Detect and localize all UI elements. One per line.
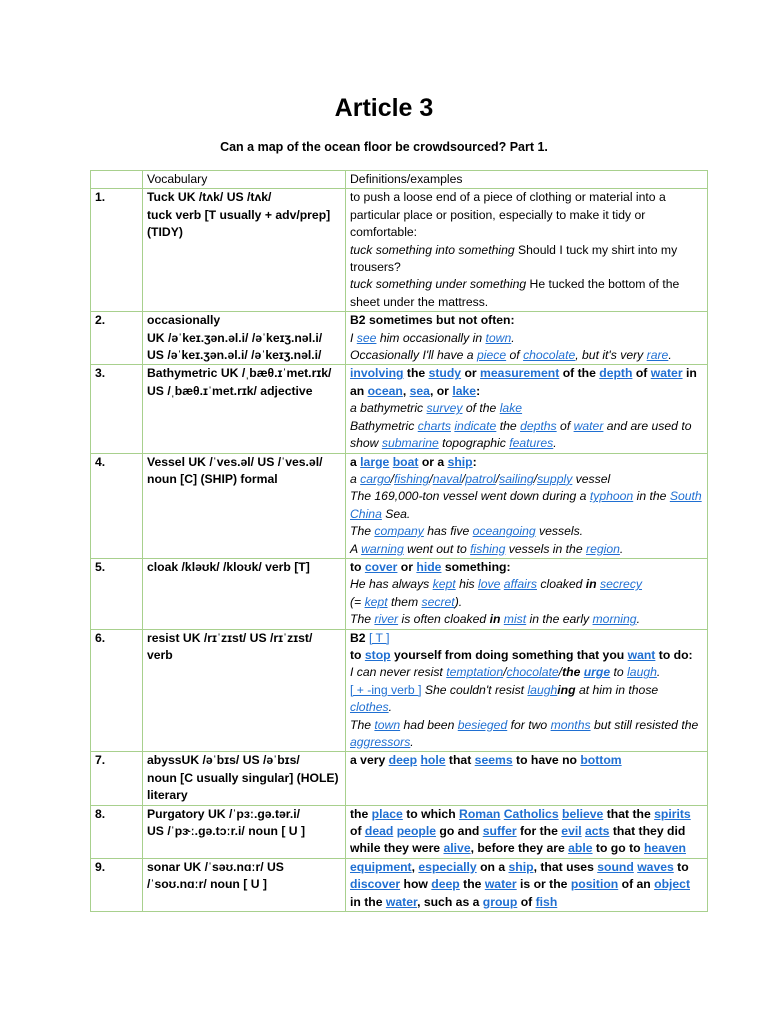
dictionary-link[interactable]: waves	[637, 859, 674, 874]
dictionary-link[interactable]: study	[428, 366, 462, 381]
definition-text: for two	[507, 717, 551, 732]
term-line: resist UK /rɪˈzɪst/ US /rɪˈzɪst/	[147, 630, 313, 645]
definition-text: I can never resist	[350, 665, 447, 680]
dictionary-link[interactable]: aggressors	[350, 735, 411, 749]
definition-text: .	[410, 735, 414, 749]
dictionary-link[interactable]: depths	[520, 418, 557, 433]
definition-line	[350, 541, 703, 558]
page-title: Article 3	[334, 94, 434, 122]
definition-text: , that uses	[533, 859, 598, 874]
dictionary-link[interactable]: discover	[350, 877, 401, 892]
definition-line	[350, 418, 703, 453]
definition-text: He has always	[350, 577, 433, 592]
definition-text: had been	[400, 717, 458, 732]
definition-text: ,	[402, 383, 410, 398]
definition-line	[350, 859, 703, 911]
dictionary-link[interactable]: sea	[409, 383, 430, 398]
dictionary-link[interactable]: secrecy	[600, 577, 643, 592]
definition-cell	[346, 629, 708, 752]
dictionary-link[interactable]: company	[374, 524, 424, 539]
dictionary-link[interactable]: morning	[592, 612, 637, 627]
definition-text: ing	[557, 682, 576, 697]
definition-line	[350, 664, 703, 681]
definition-text: on a	[476, 859, 509, 874]
definition-text: /	[533, 471, 538, 486]
dictionary-link[interactable]: object	[654, 877, 691, 892]
dictionary-link[interactable]: patrol	[465, 471, 496, 486]
definition-text: , or	[429, 383, 453, 398]
definition-text: of an	[618, 877, 655, 892]
dictionary-link[interactable]: secret	[421, 594, 455, 609]
dictionary-link[interactable]: Roman	[459, 806, 501, 821]
definition-text: but still resisted the	[590, 717, 699, 732]
dictionary-link[interactable]: group	[482, 894, 518, 909]
definition-text: cloaked	[537, 577, 586, 592]
definition-cell	[346, 558, 708, 629]
definition-line	[350, 471, 703, 488]
definition-text: of	[350, 824, 365, 839]
definition-text: or a	[418, 454, 448, 469]
term-line: Purgatory UK /ˈpɜː.ɡə.tər.i/	[147, 806, 301, 821]
definition-text: The 169,000-ton vessel went down during a	[350, 489, 590, 504]
dictionary-link[interactable]: fish	[535, 894, 558, 909]
dictionary-link[interactable]: water	[484, 877, 517, 892]
definition-text: yourself from doing something that you	[390, 647, 628, 662]
dictionary-link[interactable]: boat	[392, 454, 419, 469]
term-line: cloak /kləʊk/ /kloʊk/ verb [T]	[147, 559, 310, 574]
term-line: Tuck UK /tʌk/ US /tʌk/	[147, 190, 272, 205]
dictionary-link[interactable]: suffer	[482, 824, 517, 839]
dictionary-link[interactable]: ship	[508, 859, 534, 874]
table-row	[91, 752, 708, 805]
row-number: 7.	[91, 752, 143, 805]
definition-text: The	[350, 524, 375, 539]
definition-text: a	[350, 454, 361, 469]
dictionary-link[interactable]: urge	[583, 665, 611, 680]
definition-line	[350, 682, 703, 717]
dictionary-link[interactable]: dead	[364, 824, 394, 839]
dictionary-link[interactable]: water	[650, 366, 683, 381]
definition-text: /	[503, 665, 507, 680]
header-number	[91, 171, 143, 189]
definition-text: B2	[350, 630, 369, 645]
table-row	[91, 629, 708, 752]
definition-cell	[346, 312, 708, 365]
definition-text: .	[636, 612, 640, 627]
dictionary-link[interactable]: ship	[447, 454, 473, 469]
dictionary-link[interactable]: seems	[474, 753, 513, 768]
definition-text: that they did while they were	[350, 824, 686, 856]
definition-line	[350, 752, 703, 769]
table-row	[91, 189, 708, 312]
definition-line	[350, 242, 703, 277]
definition-text: She couldn't resist	[421, 682, 528, 697]
dictionary-link[interactable]: chocolate	[523, 348, 576, 363]
definition-text: , before they are	[470, 841, 569, 856]
vocabulary-term	[143, 189, 346, 312]
definition-text: topographic	[438, 436, 510, 451]
dictionary-link[interactable]: Catholics	[503, 806, 559, 821]
definition-text: go and	[436, 824, 483, 839]
vocabulary-table	[90, 170, 708, 912]
dictionary-link[interactable]: depth	[599, 366, 633, 381]
definition-cell	[346, 453, 708, 558]
definition-text: The	[350, 717, 375, 732]
dictionary-link[interactable]: deep	[388, 753, 418, 768]
definition-text: that	[445, 753, 475, 768]
definition-text: to	[350, 647, 365, 662]
definition-text: /	[558, 665, 563, 680]
dictionary-link[interactable]: especially	[418, 859, 477, 874]
table-row	[91, 858, 708, 911]
dictionary-link[interactable]: stop	[364, 647, 391, 662]
definition-text: /	[429, 471, 433, 486]
definition-text: of	[632, 366, 651, 381]
dictionary-link[interactable]: ocean	[367, 383, 403, 398]
definition-line	[350, 611, 703, 628]
definition-cell	[346, 858, 708, 911]
definition-line	[350, 454, 703, 471]
definition-text: :	[476, 383, 481, 398]
definition-text: has five	[423, 524, 473, 539]
dictionary-link[interactable]: lake	[452, 383, 477, 398]
dictionary-link[interactable]: bottom	[580, 753, 622, 768]
definition-text: the	[403, 366, 429, 381]
definition-text: his	[455, 577, 479, 592]
definition-text: in an	[350, 366, 697, 398]
dictionary-link[interactable]: lake	[499, 401, 523, 416]
dictionary-link[interactable]: evil	[561, 824, 582, 839]
table-row	[91, 453, 708, 558]
definition-line	[350, 559, 703, 576]
definition-cell	[346, 805, 708, 858]
definition-text: tuck something into something	[350, 242, 515, 257]
dictionary-link[interactable]: heaven	[643, 841, 686, 856]
definition-text: to do:	[655, 647, 693, 662]
definition-text: vessel	[572, 471, 611, 486]
dictionary-link[interactable]: involving	[350, 366, 404, 381]
dictionary-link[interactable]: oceangoing	[472, 524, 536, 539]
definition-text: a	[350, 471, 361, 486]
definition-text: to which	[402, 806, 460, 821]
row-number: 2.	[91, 312, 143, 365]
definition-text: .	[619, 541, 624, 556]
definition-cell	[346, 752, 708, 805]
dictionary-link[interactable]: piece	[476, 348, 507, 363]
definition-text: the	[459, 877, 485, 892]
definition-text: to	[610, 665, 628, 680]
definition-text: A	[350, 541, 362, 556]
definition-text: and are used to show	[350, 418, 692, 451]
definition-text: in the early	[526, 612, 593, 627]
dictionary-link[interactable]: place	[371, 806, 403, 821]
table-row	[91, 558, 708, 629]
dictionary-link[interactable]: temptation	[446, 665, 504, 680]
row-number: 6.	[91, 629, 143, 752]
term-line: US /ˈpɝː.ɡə.tɔːr.i/ noun [ U ]	[147, 824, 306, 839]
dictionary-link[interactable]: see	[356, 330, 377, 345]
definition-text: :	[472, 454, 477, 469]
header-definitions: Definitions/examples	[346, 171, 708, 189]
definition-text: to	[350, 559, 365, 574]
definition-text: in	[585, 577, 597, 592]
definition-text: , but it's very	[575, 348, 647, 363]
definition-text: of the	[462, 401, 500, 416]
term-line: verb	[147, 647, 173, 662]
definition-text: in	[489, 612, 501, 627]
definition-text: went out to	[403, 541, 471, 556]
definition-text: tuck something under something	[350, 277, 527, 292]
dictionary-link[interactable]: large	[360, 454, 390, 469]
dictionary-link[interactable]: acts	[585, 824, 610, 839]
dictionary-link[interactable]: naval	[432, 471, 462, 486]
definition-line	[350, 576, 703, 593]
dictionary-link[interactable]: China	[350, 506, 382, 521]
definition-text: vessels in the	[505, 541, 587, 556]
definition-text: ).	[454, 594, 463, 609]
dictionary-link[interactable]: region	[586, 541, 620, 556]
dictionary-link[interactable]: kept	[364, 594, 388, 609]
term-line: Vessel UK /ˈves.əl/ US /ˈves.əl/	[147, 454, 323, 469]
dictionary-link[interactable]: sound	[597, 859, 634, 874]
dictionary-link[interactable]: able	[568, 841, 593, 856]
definition-text: .	[553, 436, 557, 451]
definition-text: He tucked the bottom of the sheet under the mattress.	[350, 277, 680, 309]
definition-text: of	[506, 348, 524, 363]
definition-text: in the	[633, 489, 670, 504]
definition-text: Bathymetric	[350, 418, 418, 433]
dictionary-link[interactable]: laugh	[627, 665, 657, 680]
dictionary-link[interactable]: features	[509, 436, 554, 451]
dictionary-link[interactable]: spirits	[654, 806, 691, 821]
dictionary-link[interactable]: warning	[361, 541, 404, 556]
vocabulary-term	[143, 858, 346, 911]
definition-text: in the	[350, 894, 386, 909]
vocabulary-term	[143, 558, 346, 629]
dictionary-link[interactable]: besieged	[457, 717, 508, 732]
definition-text: is or the	[516, 877, 571, 892]
definition-text: him occasionally in	[376, 330, 486, 345]
dictionary-link[interactable]: fishing	[394, 471, 430, 486]
term-line: /ˈsoʊ.nɑːr/ noun [ U ]	[147, 877, 267, 892]
definition-text: B2 sometimes but not often:	[350, 313, 515, 328]
term-line: noun [C] (SHIP) formal	[147, 471, 278, 486]
page-subtitle: Can a map of the ocean floor be crowdsourced? Part 1.	[220, 140, 548, 154]
dictionary-link[interactable]: cover	[364, 559, 398, 574]
definition-text: to go to	[592, 841, 644, 856]
vocabulary-term	[143, 629, 346, 752]
definition-text: the	[562, 665, 584, 680]
definition-text: is often cloaked	[398, 612, 490, 627]
term-line: Bathymetric UK /ˌbæθ.ɪˈmet.rɪk/	[147, 366, 332, 381]
definition-text: a bathymetric	[350, 401, 427, 416]
definition-line	[350, 400, 703, 417]
definition-text: Should I tuck my shirt into my trousers?	[350, 242, 678, 275]
header-vocabulary: Vocabulary	[143, 171, 346, 189]
definition-text: the	[350, 806, 372, 821]
table-header-row	[91, 171, 708, 189]
dictionary-link[interactable]: charts	[417, 418, 451, 433]
definition-text: to	[673, 859, 689, 874]
dictionary-link[interactable]: submarine	[381, 436, 439, 451]
dictionary-link[interactable]: months	[550, 717, 591, 732]
definition-line	[350, 523, 703, 540]
definition-text: the	[496, 418, 521, 433]
dictionary-link[interactable]: river	[374, 612, 399, 627]
definition-text: of	[517, 894, 536, 909]
dictionary-link[interactable]: believe	[562, 806, 604, 821]
dictionary-link[interactable]: survey	[426, 401, 463, 416]
definition-line	[350, 276, 703, 311]
dictionary-link[interactable]: water	[573, 418, 604, 433]
dictionary-link[interactable]: cargo	[360, 471, 391, 486]
definition-line	[350, 806, 703, 858]
definition-text: ,	[411, 859, 419, 874]
dictionary-link[interactable]: town	[374, 717, 401, 732]
dictionary-link[interactable]: chocolate	[506, 665, 559, 680]
row-number: 4.	[91, 453, 143, 558]
term-line: sonar UK /ˈsəʊ.nɑːr/ US	[147, 859, 284, 874]
definition-text: or	[461, 366, 481, 381]
dictionary-link[interactable]: hole	[420, 753, 446, 768]
dictionary-link[interactable]: position	[570, 877, 619, 892]
definition-text: that the	[603, 806, 655, 821]
dictionary-link[interactable]: water	[385, 894, 418, 909]
row-number: 8.	[91, 805, 143, 858]
vocabulary-term	[143, 312, 346, 365]
dictionary-link[interactable]: hide	[416, 559, 442, 574]
vocabulary-term	[143, 752, 346, 805]
vocabulary-term	[143, 805, 346, 858]
dictionary-link[interactable]: fishing	[470, 541, 506, 556]
dictionary-link[interactable]: South	[669, 489, 702, 504]
definition-text: them	[387, 594, 422, 609]
definition-line	[350, 630, 703, 647]
term-line: occasionally	[147, 313, 221, 328]
table-body	[91, 189, 708, 912]
dictionary-link[interactable]: typhoon	[589, 489, 634, 504]
table-row	[91, 312, 708, 365]
dictionary-link[interactable]: deep	[431, 877, 460, 892]
definition-line	[350, 488, 703, 523]
definition-text: of the	[559, 366, 600, 381]
definition-text: .	[388, 700, 393, 715]
dictionary-link[interactable]: kept	[432, 577, 456, 592]
vocabulary-term	[143, 365, 346, 453]
definition-text: how	[400, 877, 432, 892]
definition-text: to have no	[512, 753, 581, 768]
dictionary-link[interactable]: mist	[503, 612, 527, 627]
definition-text: Sea.	[381, 506, 411, 521]
definition-line	[350, 717, 703, 752]
table-row	[91, 365, 708, 453]
dictionary-link[interactable]: [ + -ing verb ]	[350, 682, 422, 697]
definition-text: of	[556, 418, 574, 433]
definition-text: /	[495, 471, 500, 486]
definition-text: a very	[350, 753, 389, 768]
definition-line	[350, 189, 703, 241]
dictionary-link[interactable]: equipment	[350, 859, 412, 874]
definition-line	[350, 330, 703, 347]
dictionary-link[interactable]: [ T ]	[368, 630, 390, 645]
dictionary-link[interactable]: sailing	[499, 471, 534, 486]
dictionary-link[interactable]: town	[485, 330, 512, 345]
definition-text: for the	[516, 824, 562, 839]
definition-text: I	[350, 330, 357, 345]
definition-text: .	[668, 348, 672, 363]
dictionary-link[interactable]: measurement	[480, 366, 560, 381]
dictionary-link[interactable]: want	[627, 647, 656, 662]
definition-cell	[346, 365, 708, 453]
definition-line	[350, 347, 703, 364]
term-line: abyssUK /əˈbɪs/ US /əˈbɪs/	[147, 753, 300, 768]
definition-text: something:	[441, 559, 511, 574]
dictionary-link[interactable]: rare	[646, 348, 669, 363]
row-number: 1.	[91, 189, 143, 312]
definition-line	[350, 647, 703, 664]
definition-text: /	[461, 471, 466, 486]
row-number: 3.	[91, 365, 143, 453]
dictionary-link[interactable]: alive	[443, 841, 471, 856]
definition-cell	[346, 189, 708, 312]
term-line: US /ˌbæθ.ɪˈmet.rɪk/ adjective	[147, 383, 313, 398]
dictionary-link[interactable]: indicate	[454, 418, 497, 433]
definition-line	[350, 594, 703, 611]
term-line: UK /əˈkeɪ.ʒən.əl.i/ /əˈkeɪʒ.nəl.i/	[147, 330, 323, 345]
definition-text: Occasionally I'll have a	[350, 348, 477, 363]
term-line: US /əˈkeɪ.ʒən.əl.i/ /əˈkeɪʒ.nəl.i/	[147, 348, 322, 363]
dictionary-link[interactable]: love	[478, 577, 501, 592]
dictionary-link[interactable]: people	[396, 824, 437, 839]
row-number: 9.	[91, 858, 143, 911]
dictionary-link[interactable]: laugh	[527, 682, 558, 697]
term-line: tuck verb [T usually + adv/prep] (TIDY)	[147, 207, 331, 240]
definition-text: /	[390, 471, 395, 486]
definition-text: at him in those	[575, 682, 659, 697]
dictionary-link[interactable]: clothes	[350, 700, 389, 715]
term-line: noun [C usually singular] (HOLE) literary	[147, 770, 339, 803]
definition-text: , such as a	[417, 894, 483, 909]
row-number: 5.	[91, 558, 143, 629]
dictionary-link[interactable]: affairs	[503, 577, 537, 592]
table-row	[91, 805, 708, 858]
vocabulary-term	[143, 453, 346, 558]
definition-line	[350, 365, 703, 400]
definition-text: .	[511, 330, 515, 345]
definition-line	[350, 312, 703, 329]
definition-text: The	[350, 612, 375, 627]
definition-text: or	[397, 559, 417, 574]
definition-text: vessels.	[535, 524, 584, 539]
definition-text: (=	[350, 594, 365, 609]
dictionary-link[interactable]: supply	[537, 471, 573, 486]
definition-text: to push a loose end of a piece of clothing or material into a particular place or position, especially to make it tidy or comfortable:	[350, 190, 666, 240]
definition-text: .	[656, 665, 661, 680]
